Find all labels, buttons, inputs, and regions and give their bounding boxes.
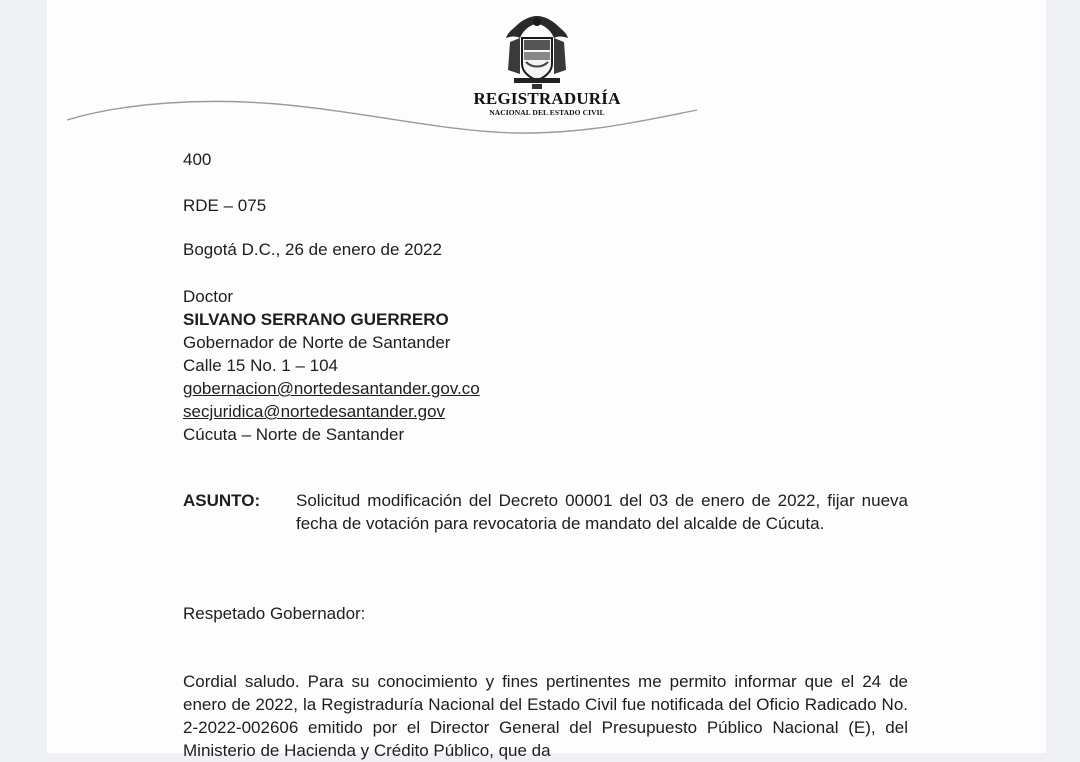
recipient-city: Cúcuta – Norte de Santander	[183, 425, 405, 444]
recipient-title: Doctor	[183, 287, 234, 306]
colombia-coat-of-arms-icon	[502, 12, 572, 90]
document-code: RDE – 075	[183, 196, 267, 215]
recipient-position: Gobernador de Norte de Santander	[183, 333, 451, 352]
institution-subtitle: NACIONAL DEL ESTADO CIVIL	[489, 108, 605, 117]
salutation: Respetado Gobernador:	[183, 604, 366, 623]
subject-label: ASUNTO:	[183, 491, 261, 510]
recipient-email-1[interactable]: gobernacion@nortedesantander.gov.co	[183, 379, 480, 398]
institution-name: REGISTRADURÍA	[473, 89, 621, 108]
reference-code: 400	[183, 150, 212, 169]
body-paragraph: Cordial saludo. Para su conocimiento y fines pertinentes me permito informar que el 24 de enero de 2022, la Registraduría Nacional del Estado Civil fue notificada del Oficio Radicado No. 2-2022-002606 emitido por el Director General del Presupuesto Público Nacional (E), del Ministerio de Hacienda y Crédito Público, que da	[183, 672, 908, 760]
place-and-date: Bogotá D.C., 26 de enero de 2022	[183, 240, 442, 259]
subject-block	[183, 489, 908, 535]
recipient-address: Calle 15 No. 1 – 104	[183, 356, 338, 375]
institution-brand	[457, 90, 637, 117]
recipient-block	[183, 285, 480, 446]
recipient-email-2[interactable]: secjuridica@nortedesantander.gov	[183, 402, 446, 421]
recipient-name: SILVANO SERRANO GUERRERO	[183, 310, 449, 329]
subject-text: Solicitud modificación del Decreto 00001 del 03 de enero de 2022, fijar nueva fecha de votación para revocatoria de mandato del alcalde de Cúcuta.	[296, 491, 908, 533]
letter-page	[47, 0, 1046, 760]
